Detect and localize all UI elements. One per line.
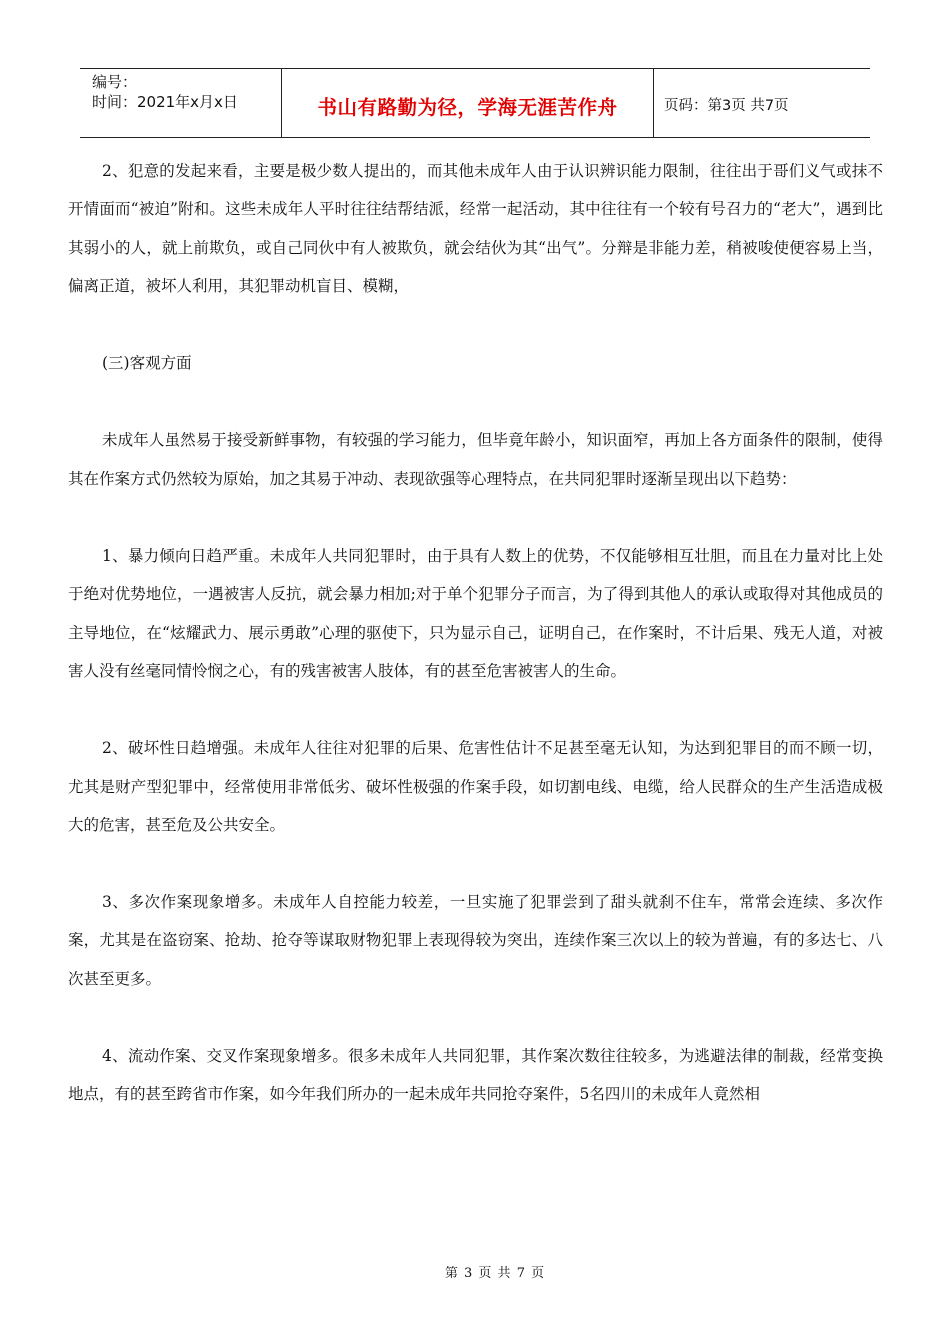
- header-page-label: 页码：第3页 共7页: [664, 98, 789, 114]
- page-footer: 第 3 页 共 7 页: [444, 1266, 546, 1281]
- paragraph-objective-intro: 未成年人虽然易于接受新鲜事物，有较强的学习能力，但毕竟年龄小，知识面窄，再加上各方面条件的限制，使得其在作案方式仍然较为原始，加之其易于冲动、表现欲强等心理特点，在共同犯罪时逐渐呈现出以下趋势：: [68, 431, 883, 488]
- paragraph-destructiveness-trend: 2、破坏性日趋增强。未成年人往往对犯罪的后果、危害性估计不足甚至毫无认知，为达到犯罪目的而不顾一切，尤其是财产型犯罪中，经常使用非常低劣、破坏性极强的作案手段，如切割电线、电缆，给人民群众的生产生活造成极大的危害，甚至危及公共安全。: [68, 739, 883, 834]
- section-heading-objective: (三)客观方面: [102, 354, 192, 373]
- paragraph-violence-trend: 1、暴力倾向日趋严重。未成年人共同犯罪时，由于具有人数上的优势，不仅能够相互壮胆，而且在力量对比上处于绝对优势地位，一遇被害人反抗，就会暴力相加;对于单个犯罪分子而言，为了得到其他人的承认或取得对其他成员的主导地位，在“炫耀武力、展示勇敢”心理的驱使下，只为显示自己，证明自己，在作案时，不计后果、残无人道，对被害人没有丝毫同情怜悯之心，有的残害被害人肢体，有的甚至危害被害人的生命。: [68, 547, 883, 680]
- header-motto: 书山有路勤为径，学海无涯苦作舟: [282, 69, 654, 137]
- header-meta: [80, 69, 282, 137]
- document-header: [80, 68, 870, 138]
- document-body: [68, 152, 883, 1153]
- paragraph-mobile-offense-trend: 4、流动作案、交叉作案现象增多。很多未成年人共同犯罪，其作案次数往往较多，为逃避法律的制裁，经常变换地点，有的甚至跨省市作案，如今年我们所办的一起未成年共同抢夺案件，5名四川的未成年人竟然相: [68, 1047, 883, 1104]
- number-label: 编号：: [92, 73, 138, 91]
- paragraph-criminal-intent: 2、犯意的发起来看，主要是极少数人提出的，而其他未成年人由于认识辨识能力限制，往往出于哥们义气或抹不开情面而“被迫”附和。这些未成年人平时往往结帮结派，经常一起活动，其中往往有一个较有号召力的“老大”，遇到比其弱小的人，就上前欺负，或自己同伙中有人被欺负，就会结伙为其“出气”。分辩是非能力差，稍被唆使便容易上当，偏离正道，被坏人利用，其犯罪动机盲目、模糊，: [68, 162, 883, 295]
- date-label: 时间：2021年x月x日: [92, 93, 238, 111]
- paragraph-repeat-offense-trend: 3、多次作案现象增多。未成年人自控能力较差，一旦实施了犯罪尝到了甜头就刹不住车，常常会连续、多次作案，尤其是在盗窃案、抢劫、抢夺等谋取财物犯罪上表现得较为突出，连续作案三次以上的较为普遍，有的多达七、八次甚至更多。: [68, 893, 883, 988]
